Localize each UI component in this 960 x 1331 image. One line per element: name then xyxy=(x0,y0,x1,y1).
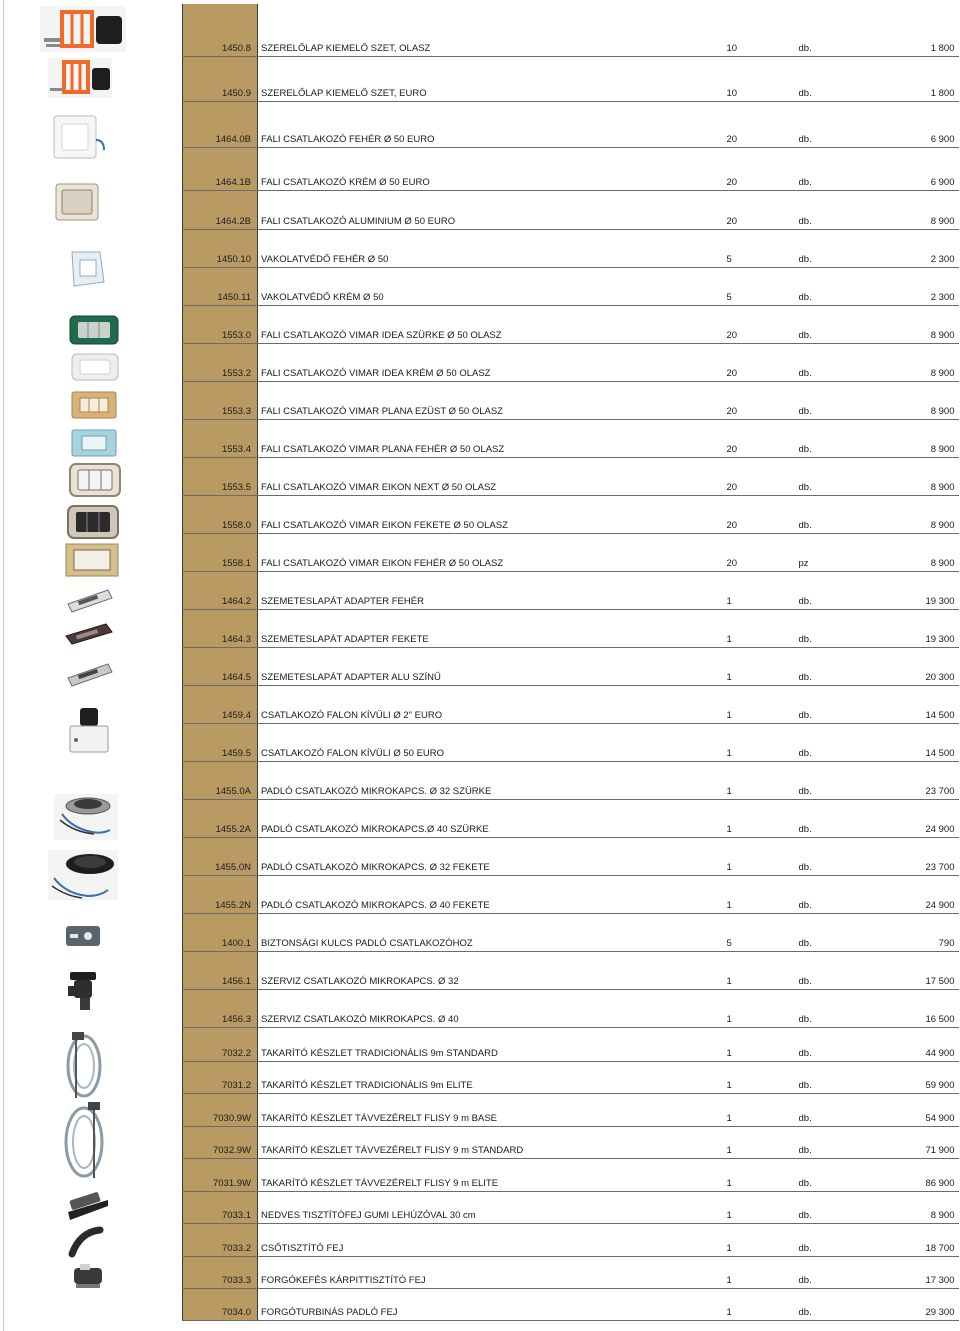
unit-cell: db. xyxy=(797,837,879,875)
product-name-cell: PADLÓ CSATLAKOZÓ MIKROKAPCS. Ø 32 SZÜRKE xyxy=(258,761,725,799)
product-code-cell: 1450.11 xyxy=(183,267,258,305)
price-cell: 54 900 xyxy=(879,1093,959,1126)
price-cell: 8 900 xyxy=(879,381,959,419)
product-name-cell: SZEMETESLAPÁT ADAPTER ALU SZÍNŰ xyxy=(258,647,725,685)
price-cell: 19 300 xyxy=(879,609,959,647)
table-row xyxy=(183,1061,959,1093)
pipe-brush-icon xyxy=(72,1230,100,1254)
unit-cell: db. xyxy=(797,1061,879,1093)
table-row xyxy=(183,989,959,1027)
quantity-cell: 1 xyxy=(725,1288,797,1320)
product-code-cell: 1455.0N xyxy=(183,837,258,875)
quantity-cell: 1 xyxy=(725,1061,797,1093)
vimar-plate-icon xyxy=(72,392,116,418)
unit-cell: db. xyxy=(797,989,879,1027)
product-code-cell: 1464.2 xyxy=(183,571,258,609)
quantity-cell: 20 xyxy=(725,190,797,229)
product-code-cell: 1450.8 xyxy=(183,4,258,56)
price-cell: 14 500 xyxy=(879,685,959,723)
table-row xyxy=(183,305,959,343)
product-name-cell: FALI CSATLAKOZÓ ALUMINIUM Ø 50 EURO xyxy=(258,190,725,229)
quantity-cell: 1 xyxy=(725,1256,797,1288)
quantity-cell: 20 xyxy=(725,495,797,533)
unit-cell: db. xyxy=(797,723,879,761)
product-name-cell: PADLÓ CSATLAKOZÓ MIKROKAPCS. Ø 40 FEKETE xyxy=(258,875,725,913)
product-code-cell: 7030.9W xyxy=(183,1093,258,1126)
unit-cell: db. xyxy=(797,875,879,913)
price-cell: 29 300 xyxy=(879,1288,959,1320)
table-row xyxy=(183,1288,959,1320)
quantity-cell: 10 xyxy=(725,4,797,56)
unit-cell: db. xyxy=(797,1027,879,1061)
orange-frame-kit-icon xyxy=(48,58,112,98)
quantity-cell: 5 xyxy=(725,267,797,305)
vimar-plate-icon xyxy=(70,316,118,344)
product-name-cell: TAKARÍTÓ KÉSZLET TRADICIONÁLIS 9m ELITE xyxy=(258,1061,725,1093)
table-row xyxy=(183,147,959,190)
unit-cell: db. xyxy=(797,951,879,989)
product-code-cell: 1456.3 xyxy=(183,989,258,1027)
unit-cell: db. xyxy=(797,56,879,101)
price-cell: 8 900 xyxy=(879,343,959,381)
product-code-cell: 7033.1 xyxy=(183,1191,258,1223)
unit-cell: db. xyxy=(797,799,879,837)
table-row xyxy=(183,685,959,723)
price-cell: 8 900 xyxy=(879,419,959,457)
price-cell: 17 300 xyxy=(879,1256,959,1288)
unit-cell: db. xyxy=(797,1158,879,1191)
unit-cell: db. xyxy=(797,1223,879,1256)
table-row xyxy=(183,1093,959,1126)
product-name-cell: SZEMETESLAPÁT ADAPTER FEHÉR xyxy=(258,571,725,609)
quantity-cell: 1 xyxy=(725,1158,797,1191)
price-cell: 790 xyxy=(879,913,959,951)
unit-cell: db. xyxy=(797,229,879,267)
dustpan-adapter-icon xyxy=(68,664,112,686)
price-cell: 71 900 xyxy=(879,1126,959,1158)
unit-cell: db. xyxy=(797,685,879,723)
table-row xyxy=(183,875,959,913)
quantity-cell: 20 xyxy=(725,343,797,381)
price-cell: 23 700 xyxy=(879,837,959,875)
product-code-cell: 1464.5 xyxy=(183,647,258,685)
price-cell: 16 500 xyxy=(879,989,959,1027)
product-code-cell: 1558.1 xyxy=(183,533,258,571)
unit-cell: db. xyxy=(797,1093,879,1126)
unit-cell: db. xyxy=(797,267,879,305)
plaster-guard-icon xyxy=(72,252,104,286)
product-code-cell: 1450.9 xyxy=(183,56,258,101)
product-name-cell: BIZTONSÁGI KULCS PADLÓ CSATLAKOZÓHOZ xyxy=(258,913,725,951)
quantity-cell: 1 xyxy=(725,761,797,799)
price-cell: 8 900 xyxy=(879,190,959,229)
quantity-cell: 1 xyxy=(725,951,797,989)
product-name-cell: NEDVES TISZTÍTÓFEJ GUMI LEHÚZÓVAL 30 cm xyxy=(258,1191,725,1223)
unit-cell: db. xyxy=(797,147,879,190)
table-row xyxy=(183,229,959,267)
product-name-cell: SZERVIZ CSATLAKOZÓ MIKROKAPCS. Ø 32 xyxy=(258,951,725,989)
table-row xyxy=(183,1126,959,1158)
unit-cell: db. xyxy=(797,1288,879,1320)
product-code-cell: 1464.1B xyxy=(183,147,258,190)
unit-cell: db. xyxy=(797,495,879,533)
price-cell: 2 300 xyxy=(879,267,959,305)
floor-inlet-icon xyxy=(54,794,118,840)
quantity-cell: 5 xyxy=(725,913,797,951)
product-name-cell: SZEMETESLAPÁT ADAPTER FEKETE xyxy=(258,609,725,647)
upholstery-brush-icon xyxy=(74,1264,102,1288)
table-row xyxy=(183,761,959,799)
product-code-cell: 1553.5 xyxy=(183,457,258,495)
unit-cell: db. xyxy=(797,1256,879,1288)
quantity-cell: 1 xyxy=(725,1223,797,1256)
price-cell: 6 900 xyxy=(879,147,959,190)
product-name-cell: FALI CSATLAKOZÓ VIMAR PLANA EZÜST Ø 50 OLASZ xyxy=(258,381,725,419)
quantity-cell: 1 xyxy=(725,875,797,913)
quantity-cell: 1 xyxy=(725,799,797,837)
hose-kit-icon xyxy=(66,1102,102,1178)
product-name-cell: PADLÓ CSATLAKOZÓ MIKROKAPCS.Ø 40 SZÜRKE xyxy=(258,799,725,837)
table-row xyxy=(183,913,959,951)
price-cell: 20 300 xyxy=(879,647,959,685)
product-name-cell: FALI CSATLAKOZÓ VIMAR EIKON NEXT Ø 50 OLASZ xyxy=(258,457,725,495)
product-code-cell: 7031.9W xyxy=(183,1158,258,1191)
product-name-cell: VAKOLATVÉDŐ FEHÉR Ø 50 xyxy=(258,229,725,267)
quantity-cell: 10 xyxy=(725,56,797,101)
quantity-cell: 1 xyxy=(725,1027,797,1061)
quantity-cell: 20 xyxy=(725,305,797,343)
price-table xyxy=(182,4,959,1321)
table-row xyxy=(183,101,959,147)
unit-cell: db. xyxy=(797,647,879,685)
vimar-plate-icon xyxy=(72,354,118,380)
table-row xyxy=(183,1158,959,1191)
product-code-cell: 7034.0 xyxy=(183,1288,258,1320)
table-row xyxy=(183,343,959,381)
unit-cell: db. xyxy=(797,305,879,343)
product-name-cell: FORGÓKEFÉS KÁRPITTISZTÍTÓ FEJ xyxy=(258,1256,725,1288)
product-name-cell: TAKARÍTÓ KÉSZLET TRADICIONÁLIS 9m STANDARD xyxy=(258,1027,725,1061)
vimar-plate-icon xyxy=(66,544,118,576)
product-code-cell: 1455.0A xyxy=(183,761,258,799)
product-name-cell: TAKARÍTÓ KÉSZLET TÁVVEZÉRELT FLISY 9 m STANDARD xyxy=(258,1126,725,1158)
unit-cell: db. xyxy=(797,4,879,56)
product-code-cell: 1459.4 xyxy=(183,685,258,723)
table-row xyxy=(183,1256,959,1288)
price-cell: 23 700 xyxy=(879,761,959,799)
quantity-cell: 1 xyxy=(725,571,797,609)
service-inlet-icon xyxy=(68,972,96,1010)
table-row xyxy=(183,533,959,571)
product-name-cell: VAKOLATVÉDŐ KRÉM Ø 50 xyxy=(258,267,725,305)
product-name-cell: TAKARÍTÓ KÉSZLET TÁVVEZÉRELT FLISY 9 m BASE xyxy=(258,1093,725,1126)
product-name-cell: SZERVIZ CSATLAKOZÓ MIKROKAPCS. Ø 40 xyxy=(258,989,725,1027)
product-name-cell: PADLÓ CSATLAKOZÓ MIKROKAPCS. Ø 32 FEKETE xyxy=(258,837,725,875)
product-code-cell: 1455.2A xyxy=(183,799,258,837)
product-code-cell: 1455.2N xyxy=(183,875,258,913)
product-name-cell: FALI CSATLAKOZÓ VIMAR PLANA FEHÉR Ø 50 OLASZ xyxy=(258,419,725,457)
unit-cell: db. xyxy=(797,381,879,419)
unit-cell: db. xyxy=(797,1126,879,1158)
product-name-cell: FALI CSATLAKOZÓ VIMAR EIKON FEHÉR Ø 50 OLASZ xyxy=(258,533,725,571)
product-name-cell: CSATLAKOZÓ FALON KÍVÜLI Ø 50 EURO xyxy=(258,723,725,761)
table-row xyxy=(183,1027,959,1061)
product-name-cell: TAKARÍTÓ KÉSZLET TÁVVEZÉRELT FLISY 9 m ELITE xyxy=(258,1158,725,1191)
product-name-cell: FALI CSATLAKOZÓ KRÉM Ø 50 EURO xyxy=(258,147,725,190)
quantity-cell: 1 xyxy=(725,647,797,685)
table-row xyxy=(183,609,959,647)
price-cell: 17 500 xyxy=(879,951,959,989)
vimar-plate-icon xyxy=(72,430,116,456)
table-row xyxy=(183,419,959,457)
vimar-plate-icon xyxy=(70,464,120,496)
quantity-cell: 1 xyxy=(725,837,797,875)
table-row xyxy=(183,457,959,495)
dustpan-adapter-icon xyxy=(68,590,112,612)
table-row xyxy=(183,571,959,609)
table-row xyxy=(183,1191,959,1223)
product-name-cell: FALI CSATLAKOZÓ FEHÉR Ø 50 EURO xyxy=(258,101,725,147)
quantity-cell: 20 xyxy=(725,101,797,147)
product-image-column xyxy=(4,0,182,1331)
unit-cell: db. xyxy=(797,419,879,457)
price-cell: 59 900 xyxy=(879,1061,959,1093)
quantity-cell: 1 xyxy=(725,1093,797,1126)
quantity-cell: 1 xyxy=(725,989,797,1027)
unit-cell: db. xyxy=(797,343,879,381)
quantity-cell: 20 xyxy=(725,533,797,571)
unit-cell: db. xyxy=(797,101,879,147)
quantity-cell: 1 xyxy=(725,1126,797,1158)
product-name-cell: FORGÓTURBINÁS PADLÓ FEJ xyxy=(258,1288,725,1320)
product-code-cell: 1553.3 xyxy=(183,381,258,419)
product-name-cell: FALI CSATLAKOZÓ VIMAR IDEA KRÉM Ø 50 OLASZ xyxy=(258,343,725,381)
quantity-cell: 1 xyxy=(725,723,797,761)
price-cell: 86 900 xyxy=(879,1158,959,1191)
quantity-cell: 20 xyxy=(725,457,797,495)
product-name-cell: CSATLAKOZÓ FALON KÍVÜLI Ø 2" EURO xyxy=(258,685,725,723)
unit-cell: db. xyxy=(797,1191,879,1223)
table-row xyxy=(183,723,959,761)
product-name-cell: CSŐTISZTÍTÓ FEJ xyxy=(258,1223,725,1256)
product-code-cell: 1558.0 xyxy=(183,495,258,533)
product-code-cell: 7032.2 xyxy=(183,1027,258,1061)
price-cell: 2 300 xyxy=(879,229,959,267)
product-name-cell: FALI CSATLAKOZÓ VIMAR IDEA SZÜRKE Ø 50 OLASZ xyxy=(258,305,725,343)
unit-cell: pz xyxy=(797,533,879,571)
floor-inlet-icon xyxy=(48,850,118,900)
product-code-cell: 7033.2 xyxy=(183,1223,258,1256)
table-row xyxy=(183,647,959,685)
price-table-body xyxy=(183,4,959,1320)
white-wall-inlet-icon xyxy=(54,116,104,158)
unit-cell: db. xyxy=(797,913,879,951)
table-row xyxy=(183,495,959,533)
product-name-cell: SZERELŐLAP KIEMELŐ SZET, OLASZ xyxy=(258,4,725,56)
price-cell: 8 900 xyxy=(879,495,959,533)
quantity-cell: 1 xyxy=(725,609,797,647)
table-row xyxy=(183,56,959,101)
cream-wall-inlet-icon xyxy=(56,184,98,220)
product-code-cell: 7031.2 xyxy=(183,1061,258,1093)
product-code-cell: 1400.1 xyxy=(183,913,258,951)
price-cell: 8 900 xyxy=(879,305,959,343)
product-code-cell: 1464.2B xyxy=(183,190,258,229)
product-code-cell: 1464.0B xyxy=(183,101,258,147)
table-row xyxy=(183,837,959,875)
quantity-cell: 1 xyxy=(725,685,797,723)
unit-cell: db. xyxy=(797,761,879,799)
hose-kit-icon xyxy=(68,1032,100,1098)
orange-frame-kit-icon xyxy=(40,6,126,52)
price-cell: 19 300 xyxy=(879,571,959,609)
table-row xyxy=(183,1223,959,1256)
wet-head-icon xyxy=(68,1192,108,1220)
quantity-cell: 1 xyxy=(725,1191,797,1223)
quantity-cell: 20 xyxy=(725,381,797,419)
price-cell: 8 900 xyxy=(879,1191,959,1223)
product-code-cell: 1553.2 xyxy=(183,343,258,381)
product-code-cell: 1459.5 xyxy=(183,723,258,761)
price-cell: 24 900 xyxy=(879,799,959,837)
surface-inlet-icon xyxy=(70,708,108,752)
product-code-cell: 1464.3 xyxy=(183,609,258,647)
unit-cell: db. xyxy=(797,571,879,609)
quantity-cell: 20 xyxy=(725,147,797,190)
price-cell: 8 900 xyxy=(879,533,959,571)
vimar-plate-icon xyxy=(68,506,118,538)
table-row xyxy=(183,799,959,837)
key-icon xyxy=(66,926,100,946)
product-code-cell: 7032.9W xyxy=(183,1126,258,1158)
price-cell: 18 700 xyxy=(879,1223,959,1256)
product-code-cell: 1456.1 xyxy=(183,951,258,989)
price-cell: 24 900 xyxy=(879,875,959,913)
product-code-cell: 7033.3 xyxy=(183,1256,258,1288)
product-code-cell: 1553.4 xyxy=(183,419,258,457)
dustpan-adapter-icon xyxy=(66,624,112,644)
price-cell: 6 900 xyxy=(879,101,959,147)
unit-cell: db. xyxy=(797,190,879,229)
price-cell: 1 800 xyxy=(879,56,959,101)
unit-cell: db. xyxy=(797,457,879,495)
product-name-cell: SZERELŐLAP KIEMELŐ SZET, EURO xyxy=(258,56,725,101)
product-code-cell: 1553.0 xyxy=(183,305,258,343)
table-row xyxy=(183,381,959,419)
quantity-cell: 20 xyxy=(725,419,797,457)
table-row xyxy=(183,951,959,989)
table-row xyxy=(183,190,959,229)
table-row xyxy=(183,267,959,305)
product-name-cell: FALI CSATLAKOZÓ VIMAR EIKON FEKETE Ø 50 OLASZ xyxy=(258,495,725,533)
price-cell: 14 500 xyxy=(879,723,959,761)
table-row xyxy=(183,4,959,56)
price-cell: 1 800 xyxy=(879,4,959,56)
quantity-cell: 5 xyxy=(725,229,797,267)
price-cell: 8 900 xyxy=(879,457,959,495)
price-cell: 44 900 xyxy=(879,1027,959,1061)
product-code-cell: 1450.10 xyxy=(183,229,258,267)
unit-cell: db. xyxy=(797,609,879,647)
